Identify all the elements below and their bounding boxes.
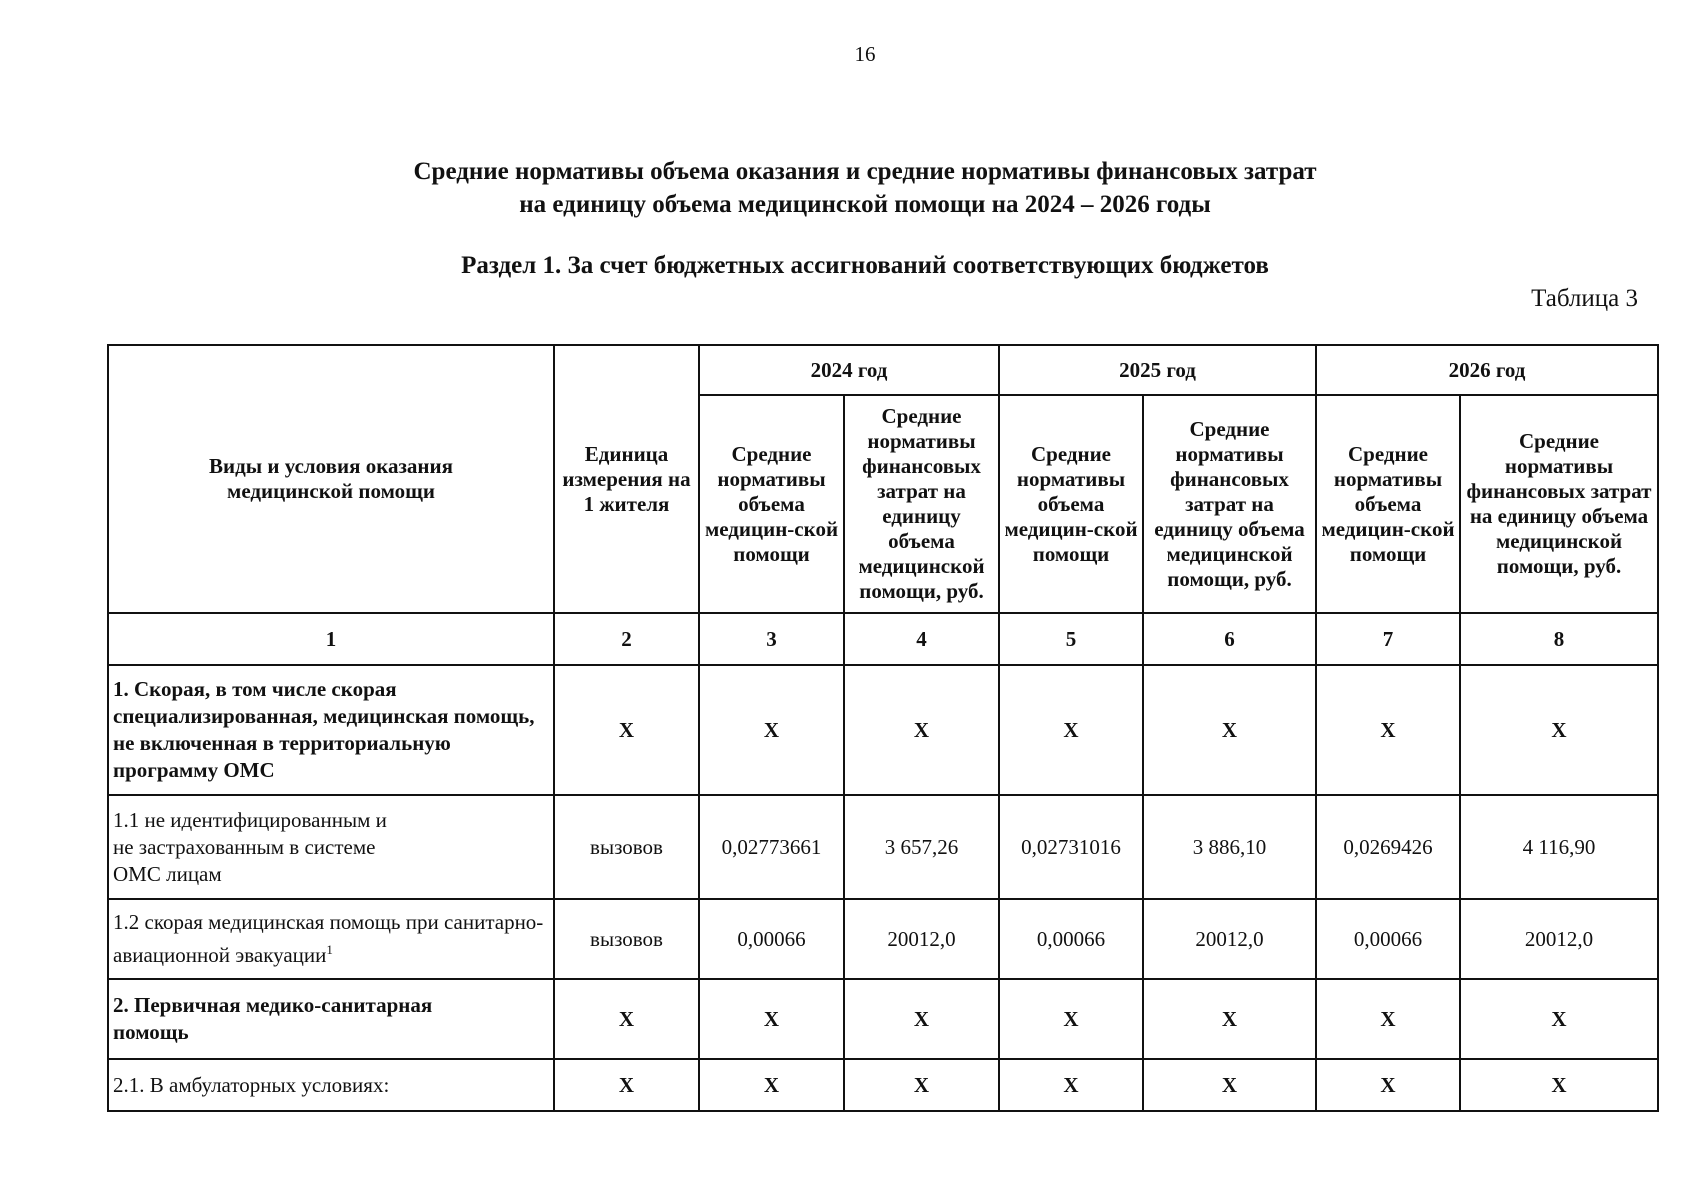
table-cell: 20012,0: [1143, 899, 1316, 979]
header-year-2026: 2026 год: [1316, 345, 1658, 395]
header-year-2024: 2024 год: [699, 345, 999, 395]
page-number: 16: [854, 42, 876, 66]
row-label: 1. Скорая, в том числе скорая специализированная, медицинская помощь, не включенная в территориальную программу ОМС: [108, 665, 554, 795]
table-cell: 20012,0: [844, 899, 999, 979]
table-cell: Х: [999, 665, 1143, 795]
table-cell: 3 657,26: [844, 795, 999, 899]
row-label: 2.1. В амбулаторных условиях:: [108, 1059, 554, 1111]
table-cell: Х: [699, 979, 844, 1059]
header-cost-2026: Средние нормативы финансовых затрат на единицу объема медицинской помощи, руб.: [1460, 395, 1658, 613]
table-cell: Х: [844, 1059, 999, 1111]
table-cell: 0,0269426: [1316, 795, 1460, 899]
header-volume-2026: Средние нормативы объема медицин-ской помощи: [1316, 395, 1460, 613]
row-label-cell: [108, 899, 554, 979]
table-cell: Х: [1316, 665, 1460, 795]
header-kind-of-care: Виды и условия оказания медицинской помощи: [108, 345, 554, 613]
title-line-2: на единицу объема медицинской помощи на 2024 – 2026 годы: [519, 191, 1211, 218]
table-cell: Х: [1316, 1059, 1460, 1111]
table-cell: 0,02731016: [999, 795, 1143, 899]
header-cost-2025: Средние нормативы финансовых затрат на единицу объема медицинской помощи, руб.: [1143, 395, 1316, 613]
row-label: 1.1 не идентифицированным и не застрахованным в системе ОМС лицам: [108, 795, 554, 899]
header-volume-2024: Средние нормативы объема медицин-ской помощи: [699, 395, 844, 613]
table-row: [108, 1059, 1658, 1111]
table-label: Таблица 3: [1531, 285, 1638, 312]
table-cell: 20012,0: [1460, 899, 1658, 979]
table-cell: Х: [999, 1059, 1143, 1111]
table-cell: Х: [554, 979, 699, 1059]
column-number-row: [108, 613, 1658, 665]
header-year-2025: 2025 год: [999, 345, 1316, 395]
column-number: 4: [844, 613, 999, 665]
column-number: 2: [554, 613, 699, 665]
column-number: 1: [108, 613, 554, 665]
table-row: [108, 795, 1658, 899]
table-row: [108, 665, 1658, 795]
table-row: [108, 899, 1658, 979]
column-number: 8: [1460, 613, 1658, 665]
table-cell: Х: [1316, 979, 1460, 1059]
row-label: 2. Первичная медико-санитарная помощь: [108, 979, 554, 1059]
table-cell: 4 116,90: [1460, 795, 1658, 899]
table-cell: Х: [554, 665, 699, 795]
table-cell: Х: [699, 665, 844, 795]
table-cell: 3 886,10: [1143, 795, 1316, 899]
header-volume-2025: Средние нормативы объема медицин-ской помощи: [999, 395, 1143, 613]
table-cell: 0,00066: [999, 899, 1143, 979]
table-cell: 0,00066: [1316, 899, 1460, 979]
title-line-1: Средние нормативы объема оказания и средние нормативы финансовых затрат: [413, 158, 1317, 185]
table-cell: 0,00066: [699, 899, 844, 979]
table-cell: Х: [1460, 1059, 1658, 1111]
table-cell: Х: [699, 1059, 844, 1111]
table-cell: Х: [1143, 979, 1316, 1059]
table-cell: вызовов: [554, 795, 699, 899]
column-number: 6: [1143, 613, 1316, 665]
table-cell: 0,02773661: [699, 795, 844, 899]
footnote-marker: 1: [326, 942, 333, 957]
table-cell: Х: [844, 979, 999, 1059]
header-unit: Единица измерения на 1 жителя: [554, 345, 699, 613]
column-number: 5: [999, 613, 1143, 665]
table-cell: вызовов: [554, 899, 699, 979]
table-cell: Х: [554, 1059, 699, 1111]
section-title: Раздел 1. За счет бюджетных ассигнований соответствующих бюджетов: [461, 252, 1269, 279]
header-cost-2024: Средние нормативы финансовых затрат на единицу объема медицинской помощи, руб.: [844, 395, 999, 613]
document-title: [0, 155, 1705, 221]
norms-table: [107, 344, 1659, 1112]
table-cell: Х: [844, 665, 999, 795]
table-cell: Х: [1143, 1059, 1316, 1111]
table-row: [108, 979, 1658, 1059]
column-number: 7: [1316, 613, 1460, 665]
table-cell: Х: [999, 979, 1143, 1059]
row-label: 1.2 скорая медицинская помощь при санитарно-авиационной эвакуации: [113, 910, 544, 967]
column-number: 3: [699, 613, 844, 665]
table-cell: Х: [1460, 979, 1658, 1059]
table-cell: Х: [1143, 665, 1316, 795]
table-cell: Х: [1460, 665, 1658, 795]
